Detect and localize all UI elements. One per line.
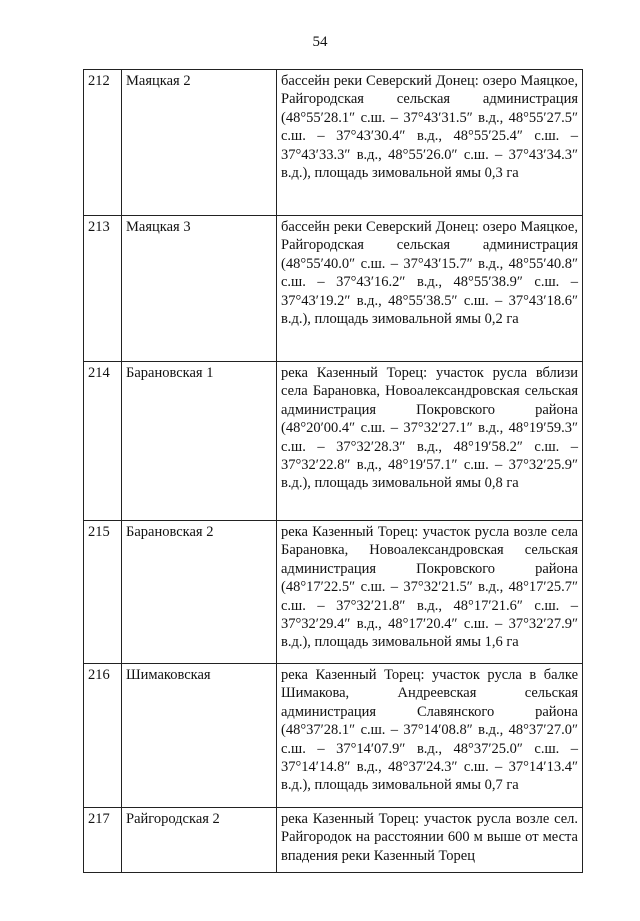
row-number: 213 (84, 216, 122, 362)
row-number: 215 (84, 521, 122, 664)
site-description: река Казенный Торец: участок русла вблизи села Барановка, Новоалександровская сельская администрация Покровского района (48°20′00.4″ с.ш. – 37°32′27.1″ в.д., 48°19′59.3″ с.ш. – 37°32′28.3″ в.д., 48°19′58.2″ с.ш. – 37°32′22.8″ в.д., 48°19′57.1″ с.ш. – 37°32′25.9″ в.д.), площадь зимовальной ямы 0,8 га (277, 362, 583, 521)
site-name: Барановская 1 (122, 362, 277, 521)
site-description: река Казенный Торец: участок русла возле сел. Райгородок на расстоянии 600 м выше от места впадения реки Казенный Торец (277, 808, 583, 873)
table-row (84, 521, 583, 664)
registry-table (83, 69, 583, 873)
row-number: 214 (84, 362, 122, 521)
row-number: 212 (84, 70, 122, 216)
table-row (84, 664, 583, 808)
table-row (84, 362, 583, 521)
site-name: Маяцкая 2 (122, 70, 277, 216)
site-description: река Казенный Торец: участок русла в балке Шимакова, Андреевская сельская администрация Славянского района (48°37′28.1″ с.ш. – 37°14′08.8″ в.д., 48°37′27.0″ с.ш. – 37°14′07.9″ в.д., 48°37′25.0″ с.ш. – 37°14′14.8″ в.д., 48°37′24.3″ с.ш. – 37°14′13.4″ в.д.), площадь зимовальной ямы 0,7 га (277, 664, 583, 808)
site-description: река Казенный Торец: участок русла возле села Барановка, Новоалександровская сельская администрация Покровского района (48°17′22.5″ с.ш. – 37°32′21.5″ в.д., 48°17′25.7″ с.ш. – 37°32′21.8″ в.д., 48°17′21.6″ с.ш. – 37°32′29.4″ в.д., 48°17′20.4″ с.ш. – 37°32′27.9″ в.д.), площадь зимовальной ямы 1,6 га (277, 521, 583, 664)
site-description: бассейн реки Северский Донец: озеро Маяцкое, Райгородская сельская администрация (48°55′40.0″ с.ш. – 37°43′15.7″ в.д., 48°55′40.8″ с.ш. – 37°43′16.2″ в.д., 48°55′38.9″ с.ш. – 37°43′19.2″ в.д., 48°55′38.5″ с.ш. – 37°43′18.6″ в.д.), площадь зимовальной ямы 0,2 га (277, 216, 583, 362)
table-row (84, 70, 583, 216)
page-number: 54 (312, 34, 328, 50)
row-number: 217 (84, 808, 122, 873)
site-name: Маяцкая 3 (122, 216, 277, 362)
site-name: Шимаковская (122, 664, 277, 808)
site-description: бассейн реки Северский Донец: озеро Маяцкое, Райгородская сельская администрация (48°55′28.1″ с.ш. – 37°43′31.5″ в.д., 48°55′27.5″ с.ш. – 37°43′30.4″ в.д., 48°55′25.4″ с.ш. – 37°43′33.3″ в.д., 48°55′26.0″ с.ш. – 37°43′34.3″ в.д.), площадь зимовальной ямы 0,3 га (277, 70, 583, 216)
row-number: 216 (84, 664, 122, 808)
table-row (84, 216, 583, 362)
table-row (84, 808, 583, 873)
site-name: Райгородская 2 (122, 808, 277, 873)
site-name: Барановская 2 (122, 521, 277, 664)
